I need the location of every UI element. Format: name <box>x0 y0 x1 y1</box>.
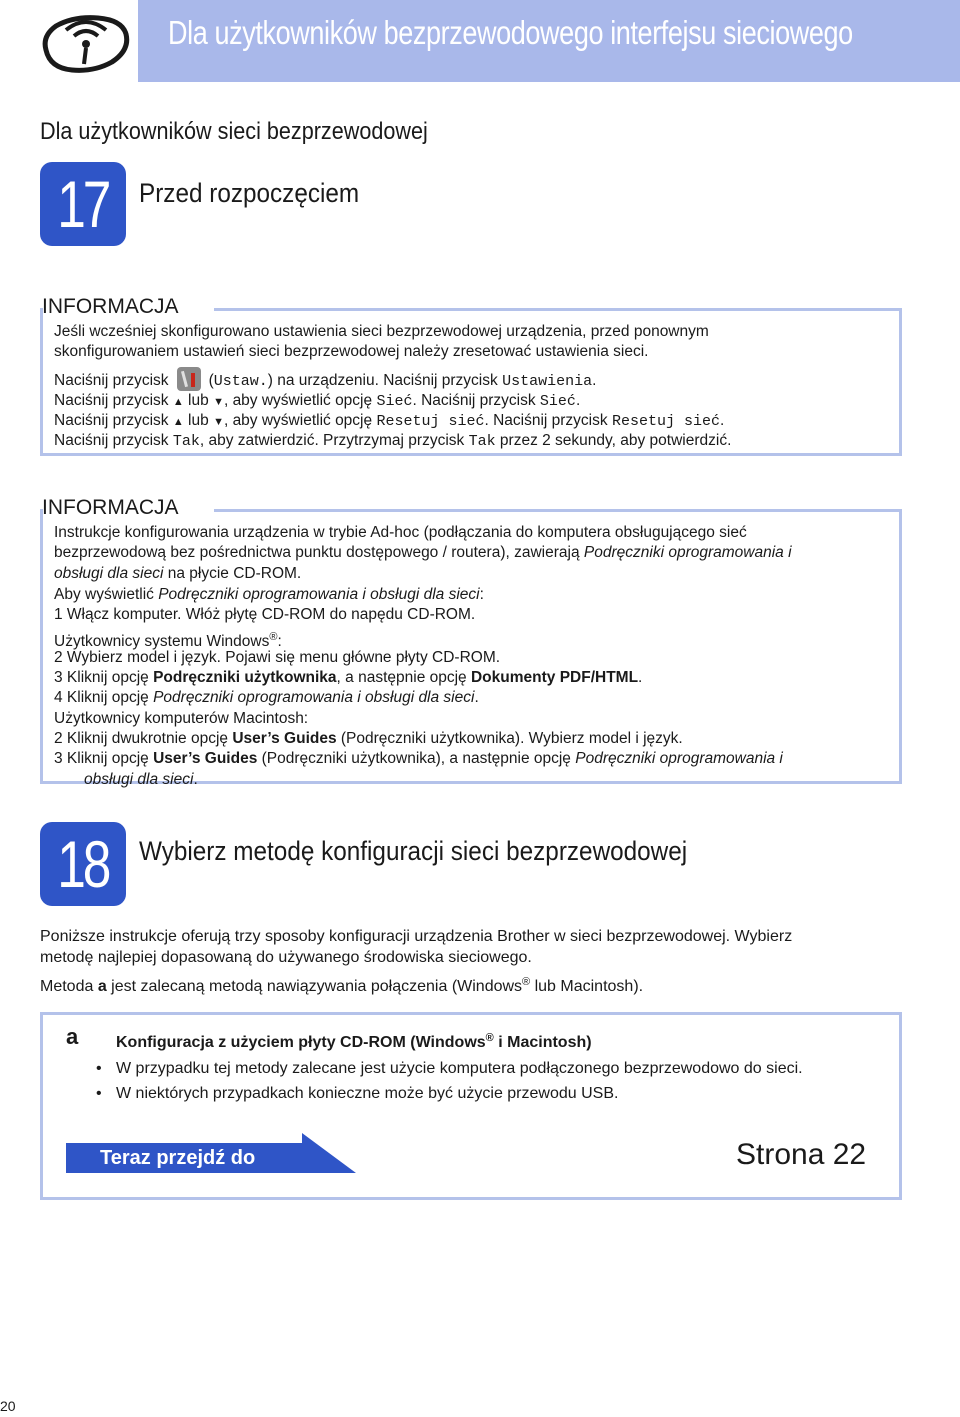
info-line <box>54 770 792 790</box>
info-label: INFORMACJA <box>42 496 179 519</box>
info-text: Naciśnij przycisk <box>54 432 173 450</box>
info-text: Naciśnij przycisk <box>54 412 173 430</box>
bullet-item <box>96 1085 618 1103</box>
info-text: lub <box>183 391 214 409</box>
info-line: 1 Włącz komputer. Włóż płytę CD-ROM do napędu CD-ROM. <box>54 606 476 624</box>
bullet-text: W niektórych przypadkach konieczne może być użycie przewodu USB. <box>116 1085 619 1102</box>
info-line <box>54 688 792 708</box>
info-text: Podręczniki oprogramowania i <box>575 750 783 768</box>
info-line <box>54 585 792 605</box>
option-letter: a <box>66 1024 79 1049</box>
lcd-text: Tak <box>172 433 200 451</box>
info-line <box>54 431 731 451</box>
bullet-icon: • <box>96 1060 102 1077</box>
info-line <box>54 371 731 391</box>
step-number-badge <box>40 822 126 906</box>
step-title: Wybierz metodę konfiguracji sieci bezprzewodowej <box>139 836 688 866</box>
method-letter: a <box>97 978 107 995</box>
info-text: Użytkownicy systemu Windows <box>54 633 270 651</box>
info-text: obsługi dla sieci <box>84 770 194 788</box>
info-text: . <box>638 669 643 687</box>
page-number: 20 <box>0 1398 16 1414</box>
info-content <box>54 322 731 452</box>
info-text: : <box>277 633 282 651</box>
bullet-icon: • <box>96 1085 102 1102</box>
info-text: . Naciśnij przycisk <box>484 412 612 430</box>
header-title: Dla użytkowników bezprzewodowego interfejsu sieciowego <box>168 14 853 51</box>
tools-icon <box>177 367 201 391</box>
info-text: lub <box>183 412 214 430</box>
info-text: . <box>193 770 198 788</box>
step-number: 17 <box>57 167 109 241</box>
info-text: bezprzewodową bez pośrednictwa punktu dostępowego / routera), zawierają <box>54 544 584 562</box>
info-line <box>54 564 792 584</box>
intro-line <box>40 972 643 997</box>
info-text: Podręczniki oprogramowania i obsługi dla sieci <box>158 585 480 603</box>
info-line: Instrukcje konfigurowania urządzenia w trybie Ad-hoc (podłączania do komputera obsługującego sieć <box>54 524 747 541</box>
info-text: Podręczniki oprogramowania i obsługi dla sieci <box>153 689 475 707</box>
bullet-item <box>96 1060 803 1078</box>
lcd-text: Ustaw. <box>213 372 268 390</box>
info-line <box>54 391 731 411</box>
info-text: User’s Guides <box>153 750 258 768</box>
info-text: Naciśnij przycisk <box>54 391 173 409</box>
option-title-text: Konfiguracja z użyciem płyty CD-ROM (Windows <box>116 1034 486 1051</box>
info-text: ( <box>208 371 214 389</box>
info-line: 2 Wybierz model i język. Pojawi się menu główne płyty CD-ROM. <box>54 648 501 666</box>
info-line: Jeśli wcześniej skonfigurowano ustawienia sieci bezprzewodowej urządzenia, przed ponownym <box>54 323 709 340</box>
info-text: Naciśnij przycisk <box>54 371 169 389</box>
info-text: 2 Kliknij dwukrotnie opcję <box>54 729 233 747</box>
info-text: : <box>479 585 484 603</box>
info-text: (Podręczniki użytkownika). Wybierz model i język. <box>336 729 683 747</box>
info-line: skonfigurowaniem ustawień sieci bezprzewodowej należy zresetować ustawienia sieci. <box>54 343 649 361</box>
wireless-network-icon <box>38 14 130 74</box>
registered-mark: ® <box>485 1032 494 1044</box>
info-line <box>54 411 731 431</box>
down-arrow-icon: ▼ <box>213 416 224 429</box>
lcd-text: Tak <box>468 433 496 451</box>
info-line <box>54 543 792 563</box>
lcd-text: Sieć <box>539 392 576 410</box>
info-text: Dokumenty PDF/HTML <box>470 669 639 687</box>
page-reference[interactable]: Strona 22 <box>736 1138 867 1171</box>
intro-text: jest zalecaną metodą nawiązywania połączenia (Windows <box>106 978 523 995</box>
registered-mark: ® <box>269 631 278 644</box>
info-text: 3 Kliknij opcję <box>54 669 154 687</box>
info-text: , a następnie opcję <box>336 669 471 687</box>
step-number: 18 <box>57 827 109 901</box>
intro-text: Metoda <box>40 978 98 995</box>
info-text: obsługi dla sieci <box>54 564 164 582</box>
option-title-text: i Macintosh) <box>493 1034 592 1051</box>
lcd-text: Sieć <box>376 392 413 410</box>
info-text: User’s Guides <box>232 729 337 747</box>
info-text: przez 2 sekundy, aby potwierdzić. <box>495 432 732 450</box>
info-text: Podręczniki oprogramowania i <box>583 544 792 562</box>
info-text: ) na urządzeniu. Naciśnij przycisk <box>267 371 503 389</box>
intro-line: metodę najlepiej dopasowaną do używanego środowiska sieciowego. <box>40 949 532 966</box>
info-text: (Podręczniki użytkownika), a następnie opcję <box>257 750 576 768</box>
info-line <box>54 749 792 769</box>
info-label: INFORMACJA <box>42 295 179 318</box>
info-text: . <box>474 689 479 707</box>
info-line <box>54 627 792 651</box>
info-text: Podręczniki użytkownika <box>153 669 337 687</box>
go-to-label: Teraz przejdź do <box>100 1147 256 1169</box>
info-text: na płycie CD-ROM. <box>163 564 302 582</box>
info-text: , aby zatwierdzić. Przytrzymaj przycisk <box>199 432 469 450</box>
intro-text: lub Macintosh). <box>530 978 644 995</box>
step-number-badge <box>40 162 126 246</box>
info-text: Aby wyświetlić <box>54 585 159 603</box>
lcd-text: Resetuj sieć <box>376 413 485 431</box>
info-text: , aby wyświetlić opcję <box>223 391 377 409</box>
intro-line: Poniższe instrukcje oferują trzy sposoby konfiguracji urządzenia Brother w sieci bezprzewodowej. Wybierz <box>40 928 793 945</box>
info-text: . <box>592 371 597 389</box>
lcd-text: Ustawienia <box>502 372 593 390</box>
up-arrow-icon: ▲ <box>172 395 184 408</box>
section-heading: Dla użytkowników sieci bezprzewodowej <box>40 118 428 145</box>
info-text: , aby wyświetlić opcję <box>223 412 377 430</box>
info-text: . Naciśnij przycisk <box>412 391 540 409</box>
down-arrow-icon: ▼ <box>213 395 224 408</box>
info-line: Użytkownicy komputerów Macintosh: <box>54 709 309 727</box>
info-text: . <box>719 412 725 430</box>
info-text: 4 Kliknij opcję <box>54 689 154 707</box>
bullet-text: W przypadku tej metody zalecane jest użycie komputera podłączonego bezprzewodowo do sieci. <box>116 1060 803 1077</box>
info-content <box>54 523 792 790</box>
info-text: 3 Kliknij opcję <box>54 750 154 768</box>
option-title <box>116 1032 592 1052</box>
registered-mark: ® <box>522 976 531 988</box>
step-title: Przed rozpoczęciem <box>139 178 360 208</box>
lcd-text: Resetuj sieć <box>611 413 720 431</box>
up-arrow-icon: ▲ <box>172 416 184 429</box>
info-line <box>54 668 792 688</box>
info-line <box>54 729 792 749</box>
info-text: . <box>575 391 581 409</box>
